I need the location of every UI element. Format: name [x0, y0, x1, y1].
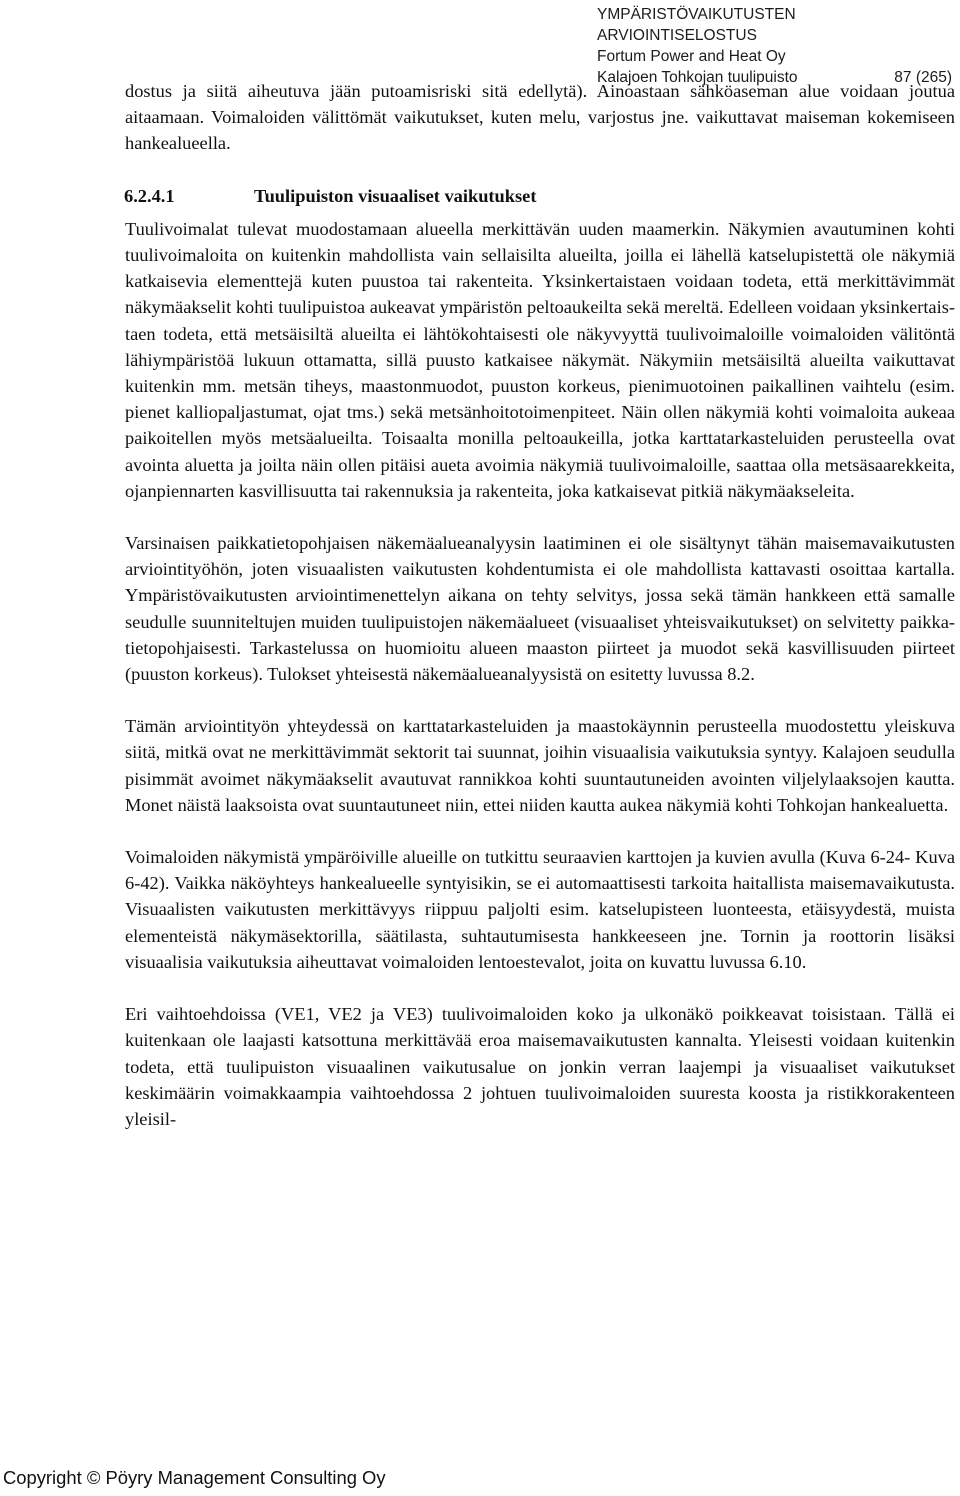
header-report-subtype: ARVIOINTISELOSTUS [597, 27, 757, 44]
body-paragraph-2: Varsinaisen paikkatietopohjaisen näkemäalueanalyysin laatiminen ei ole sisältynyt tähän maisemavaikutusten arviointityöhön, joten visuaalisten vaikutusten kohdentumista ei ole mahdollista kattavasti osoittaa kartalla. Ympäristövaikutusten arviointimenettelyn aikana on tehty selvitys, jossa sekä tämän hankkeen että samalle seudulle suunniteltujen muiden tuulipuistojen näkemäalueet (visuaaliset yhteisvaikutukset) on selvitetty paikkatietopohjaisesti. Tarkastelussa on huomioitu alueen maaston piirteet ja muodot sekä kasvillisuuden piirteet (puuston korkeus). Tulokset yhteisestä näkemäalueanalyysistä on esitetty luvussa 8.2. [125, 533, 955, 685]
page-footer [3, 1466, 386, 1490]
section-title: Tuulipuiston visuaaliset vaikutukset [254, 185, 537, 206]
header-company: Fortum Power and Heat Oy [597, 48, 786, 65]
page-number: 87 (265) [894, 69, 952, 86]
page-header [597, 4, 957, 88]
body-paragraph-5: Eri vaihtoehdoissa (VE1, VE2 ja VE3) tuulivoimaloiden koko ja ulkonäkö poikkeavat toisistaan. Tällä ei kuitenkaan ole laajasti katsottuna merkittävää eroa maisemavaikutusten kannalta. Yleisesti voidaan kuitenkin todeta, että tuulipuiston visuaalinen vaikutusalue on jonkin verran laajempi ja visuaaliset vaikutukset keskimäärin voimakkaampia vaihtoehdossa 2 johtuen tuulivoimaloiden suuresta koosta ja ristikkorakenteen yleisil- [125, 1004, 955, 1129]
document-body [125, 78, 955, 1132]
header-project-name: Kalajoen Tohkojan tuulipuisto [597, 69, 798, 86]
section-heading [124, 183, 955, 209]
intro-paragraph: dostus ja siitä aiheutuva jään putoamisriski sitä edellytä). Ainoastaan sähköaseman alue voidaan joutua aitaamaan. Voimaloiden välittömät vaikutukset, kuten melu, varjostus jne. vaikuttavat maiseman kokemiseen hankealueella. [125, 81, 955, 154]
body-paragraph-3: Tämän arviointityön yhteydessä on karttatarkasteluiden ja maastokäynnin perusteella muodostettu yleiskuva siitä, mitkä ovat ne merkittävimmät sektorit tai suunnat, joihin visuaalisia vaikutuksia syntyy. Kalajoen seudulla pisimmät avoimet näkymäakselit avautuvat rannikkoa kohti suuntautuneiden avointen viljelylaaksojen kautta. Monet näistä laaksoista ovat suuntautuneet niin, ettei niiden kautta aukea näkymiä kohti Tohkojan hankealuetta. [125, 716, 955, 815]
body-paragraph-1: Tuulivoimalat tulevat muodostamaan alueella merkittävän uuden maamerkin. Näkymien avautuminen kohti tuulivoimaloita on kuitenkin mahdollista vain sellaisilta alueilta, joilla ei lähellä katselupistettä ole näkymiä katkaisevia elementtejä kuten puustoa tai rakenteita. Yksinkertaistaen voidaan todeta, että merkittävimmät näkymäakselit kohti tuulipuistoa aukeavat ympäristön peltoaukeilta sekä mereltä. Edelleen voidaan yksinkertaistaen todeta, että metsäisiltä alueilta ei lähtökohtaisesti ole näkyvyyttä tuulivoimaloille voimaloiden välitöntä lähiympäristöä lukuun ottamatta, sillä puusto katkaisee näkymät. Näkymiin metsäisiltä alueilta vaikuttavat kuitenkin mm. metsän tiheys, maastonmuodot, puuston korkeus, pienimuotoinen paikallinen vaihtelu (esim. pienet kalliopaljastumat, ojat tms.) sekä metsänhoitotoimenpiteet. Näin ollen näkymiä kohti voimaloita aukeaa paikoitellen myös metsäalueilta. Toisaalta monilla peltoaukeilla, jotka karttatarkasteluiden perusteella ovat avointa aluetta ja joilta näin ollen pitäisi aueta avoimia näkymiä tuulivoimaloille, saattaa olla metsäsaarekkeita, ojanpiennarten kasvillisuutta tai rakennuksia ja rakenteita, joka katkaisevat pitkiä näkymäakseleita. [125, 218, 955, 501]
copyright-text: Copyright © Pöyry Management Consulting Oy [3, 1467, 386, 1488]
body-paragraph-4: Voimaloiden näkymistä ympäröiville alueille on tutkittu seuraavien karttojen ja kuvien avulla (Kuva 6-24- Kuva 6-42). Vaikka näköyhteys hankealueelle syntyisikin, se ei automaattisesti tarkoita haitallista maisemavaikutusta. Visuaalisten vaikutusten merkittävyys riippuu paljolti esim. katselupisteen luonteesta, etäisyydestä, muista elementeistä näkymäsektorilla, säätilasta, suhtautumisesta hankkeeseen jne. Tornin ja roottorin lisäksi visuaalisia vaikutuksia aiheuttavat voimaloiden lentoestevalot, joita on kuvattu luvussa 6.10. [125, 847, 955, 972]
section-number: 6.2.4.1 [124, 185, 175, 206]
header-report-type: YMPÄRISTÖVAIKUTUSTEN [597, 6, 796, 23]
